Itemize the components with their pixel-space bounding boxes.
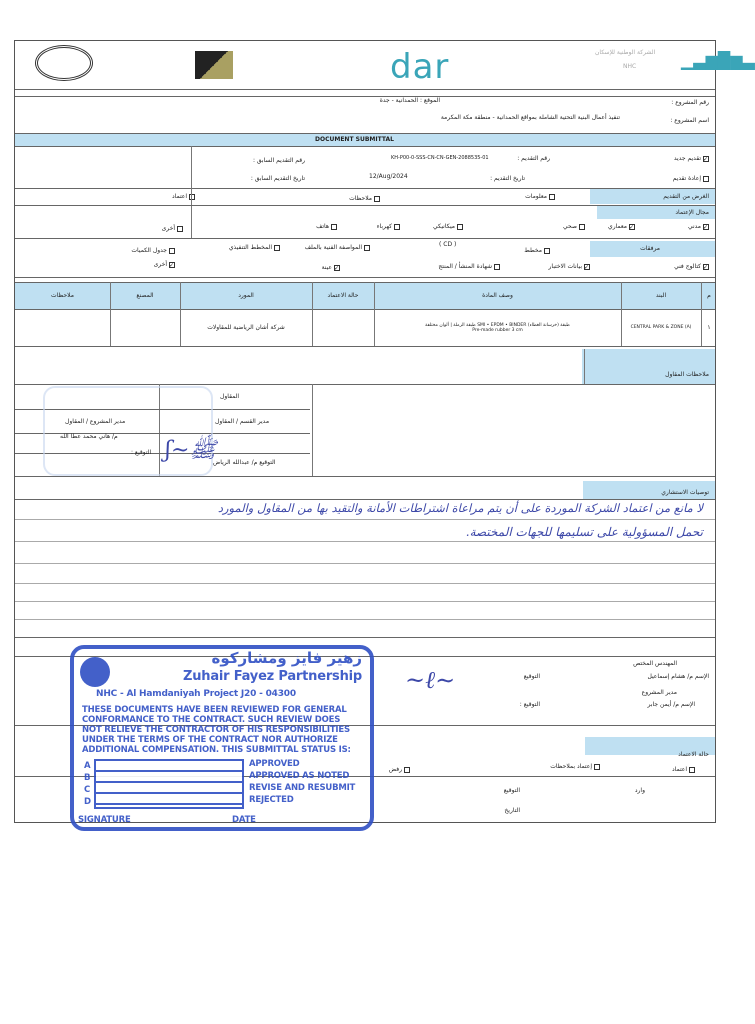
incoming-label: وارد	[634, 787, 645, 794]
attach-sample-checkbox[interactable]: ✓عينة	[321, 264, 339, 272]
engineer-sign-label: التوقيع	[523, 673, 540, 680]
consultant-recommendation-line-2: تحمل المسؤولية على تسليمها للجهات المختصة.	[465, 525, 703, 539]
previous-date-label: تاريخ التقديم السابق :	[250, 175, 305, 182]
submission-date-label: تاريخ التقديم :	[490, 175, 525, 182]
status-approved: APPROVED	[249, 759, 300, 769]
contractor-logo	[195, 51, 233, 79]
project-manager-label: مدير المشروع / المقاول	[65, 418, 126, 425]
attach-drawing-checkbox[interactable]: مخطط	[524, 247, 550, 254]
engineer-name: الإسم م/ هشام إسماعيل	[647, 673, 709, 680]
submission-number-label: رقم التقديم :	[517, 155, 550, 162]
approval-signature-label: التوقيع	[503, 787, 520, 794]
cell-no: ١	[707, 324, 711, 331]
dar-logo: dar	[390, 47, 450, 87]
contractor-notes-label: ملاحظات المقاول	[665, 371, 709, 378]
submission-date: 12/Aug/2024	[369, 173, 408, 180]
cell-description: طبقة (خرسانة الغطاء) SMI • EPDM • BINDER طبقة الرملة | ألوان مختلفة Pre-made rubber 3 cm	[425, 322, 570, 333]
attach-catalog-checkbox[interactable]: ✓كتالوج فني	[674, 263, 708, 271]
scope-electrical-checkbox[interactable]: كهرباء	[377, 223, 400, 230]
section-manager-label: مدير القسم / المقاول	[215, 418, 270, 425]
project-name: تنفيذ أعمال البنية التحتية الشاملة بمواقع الحمدانية - منطقة مكة المكرمة	[440, 114, 620, 121]
section-manager-signature: ﷺ~ʃ	[165, 438, 216, 463]
approval-status-label: حالة الاعتماد	[678, 751, 709, 758]
project-manager-sign: التوقيع :	[131, 449, 152, 456]
project-manager-consultant-name: الإسم م/ أيمن جابر	[647, 701, 695, 708]
materials-table	[15, 282, 715, 346]
col-header-no: م	[707, 292, 711, 299]
attachments-cd: ( CD )	[439, 241, 457, 248]
engineer-signature: ∽ℓ~	[405, 666, 456, 694]
attach-spec-checkbox[interactable]: المواصفة الفنية بالملف	[305, 244, 370, 251]
status-approved-as-noted: APPROVED AS NOTED	[249, 771, 350, 781]
engineer-title: المهندس المختص	[633, 660, 677, 667]
col-header-item: البند	[655, 292, 667, 299]
previous-number-label: رقم التقديم السابق :	[252, 157, 305, 164]
col-header-notes: ملاحظات	[51, 292, 74, 299]
status-revise-resubmit: REVISE AND RESUBMIT	[249, 783, 356, 793]
col-header-description: وصف المادة	[482, 292, 513, 299]
consultant-review-stamp: زهير فايز ومشاركوه Zuhair Fayez Partnership NHC - Al Hamdaniyah Project J20 - 04300 THESE DOCUMENTS HAVE BEEN REVIEWED FOR GENERAL CONFORMANCE TO THE CONTRACT. SUCH REVIEW DOES NOT RELIEVE THE CONTRACTOR OF HIS RESPONSIBILITIES UNDER THE TERMS OF THE CONTRACT NOR AUTHORIZE ADDITIONAL COMPENSATION. THIS SUBMITTAL STATUS IS: A B C D APPROVED APPROVED AS NOTED REVISE AND RESUBMIT REJECTED SIGNATURE DATE	[70, 645, 374, 831]
col-header-supplier: المورد	[238, 292, 254, 299]
attach-other-checkbox[interactable]: ✓أخرى	[153, 261, 174, 269]
attach-origin-checkbox[interactable]: شهادة المنشأ / المنتج	[438, 263, 500, 270]
approval-approve-checkbox[interactable]: اعتماد	[672, 766, 695, 773]
nhc-logo: NHC	[623, 63, 637, 70]
contractor-title: المقاول	[220, 393, 240, 400]
scope-other-checkbox[interactable]: أخرى	[162, 225, 183, 232]
cell-item: CENTRAL PARK & ZONE (A)	[630, 325, 692, 330]
attachments-label: مرفقات	[640, 245, 660, 252]
project-manager-name: م/ هاني محمد عطا الله	[60, 433, 118, 440]
col-header-status: حالة الاعتماد	[327, 292, 359, 299]
nhc-logo-text: الشركة الوطنية للإسكان	[595, 49, 656, 56]
cell-supplier: شركة أشان الرياضية للمقاولات	[207, 324, 285, 331]
purpose-info-checkbox[interactable]: معلومات	[525, 193, 555, 200]
status-rejected: REJECTED	[249, 795, 294, 805]
project-name-label: اسم المشروع :	[670, 117, 709, 124]
scope-telephone-checkbox[interactable]: هاتف	[316, 223, 337, 230]
purpose-approval-checkbox[interactable]: اعتماد	[172, 193, 195, 200]
scope-label: مجال الإعتماد	[675, 209, 709, 216]
purpose-notes-checkbox[interactable]: ملاحظات	[349, 195, 380, 202]
project-number-label: رقم المشروع :	[671, 99, 709, 106]
form-title: DOCUMENT SUBMITTAL	[315, 136, 394, 143]
submission-number: KH-P00-0-SSS-CN-CN-GEN-2088535-01	[391, 155, 489, 161]
scope-civil-checkbox[interactable]: ✓مدني	[687, 223, 708, 231]
scope-mechanical-checkbox[interactable]: ميكانيكي	[433, 223, 463, 230]
approval-with-notes-checkbox[interactable]: إعتماد بملاحظات	[550, 763, 600, 770]
attach-boq-checkbox[interactable]: جدول الكميات	[131, 247, 175, 254]
consultant-recommendation-line-1: لا مانع من اعتماد الشركة الموردة على أن يتم مراعاة اشتراطات الأمانة والتقيد بها من المقاول والمورد	[217, 501, 703, 515]
col-header-manufacturer: المصنع	[136, 292, 154, 299]
new-submission-checkbox[interactable]: ✓تقديم جديد	[673, 155, 708, 163]
consultant-recommendations-label: توصيات الاستشاري	[661, 489, 709, 496]
approval-date-label: التاريخ	[504, 807, 520, 814]
nhc-bars-icon: ▁▃▆█▆▃	[681, 51, 755, 70]
attach-testdata-checkbox[interactable]: ✓بيانات الاختبار	[548, 263, 589, 271]
attach-shopdrawing-checkbox[interactable]: المخطط التنفيذي	[229, 244, 280, 251]
section-manager-sign: التوقيع م/ عبدالله الرياض	[213, 459, 276, 466]
project-location: الموقع : الحمدانية - جدة	[379, 97, 440, 104]
resubmission-checkbox[interactable]: إعادة تقديم	[673, 175, 709, 182]
approval-reject-checkbox[interactable]: رفض	[389, 766, 410, 773]
scope-sanitary-checkbox[interactable]: صحي	[563, 223, 585, 230]
purpose-label: الغرض من التقديم	[663, 193, 709, 200]
project-manager-title: مدير المشروع	[641, 689, 677, 696]
municipality-logo	[35, 45, 93, 81]
scope-architectural-checkbox[interactable]: ✓معماري	[608, 223, 634, 231]
zfp-logo-icon	[80, 657, 110, 687]
project-manager-consultant-sign: التوقيع :	[519, 701, 540, 708]
